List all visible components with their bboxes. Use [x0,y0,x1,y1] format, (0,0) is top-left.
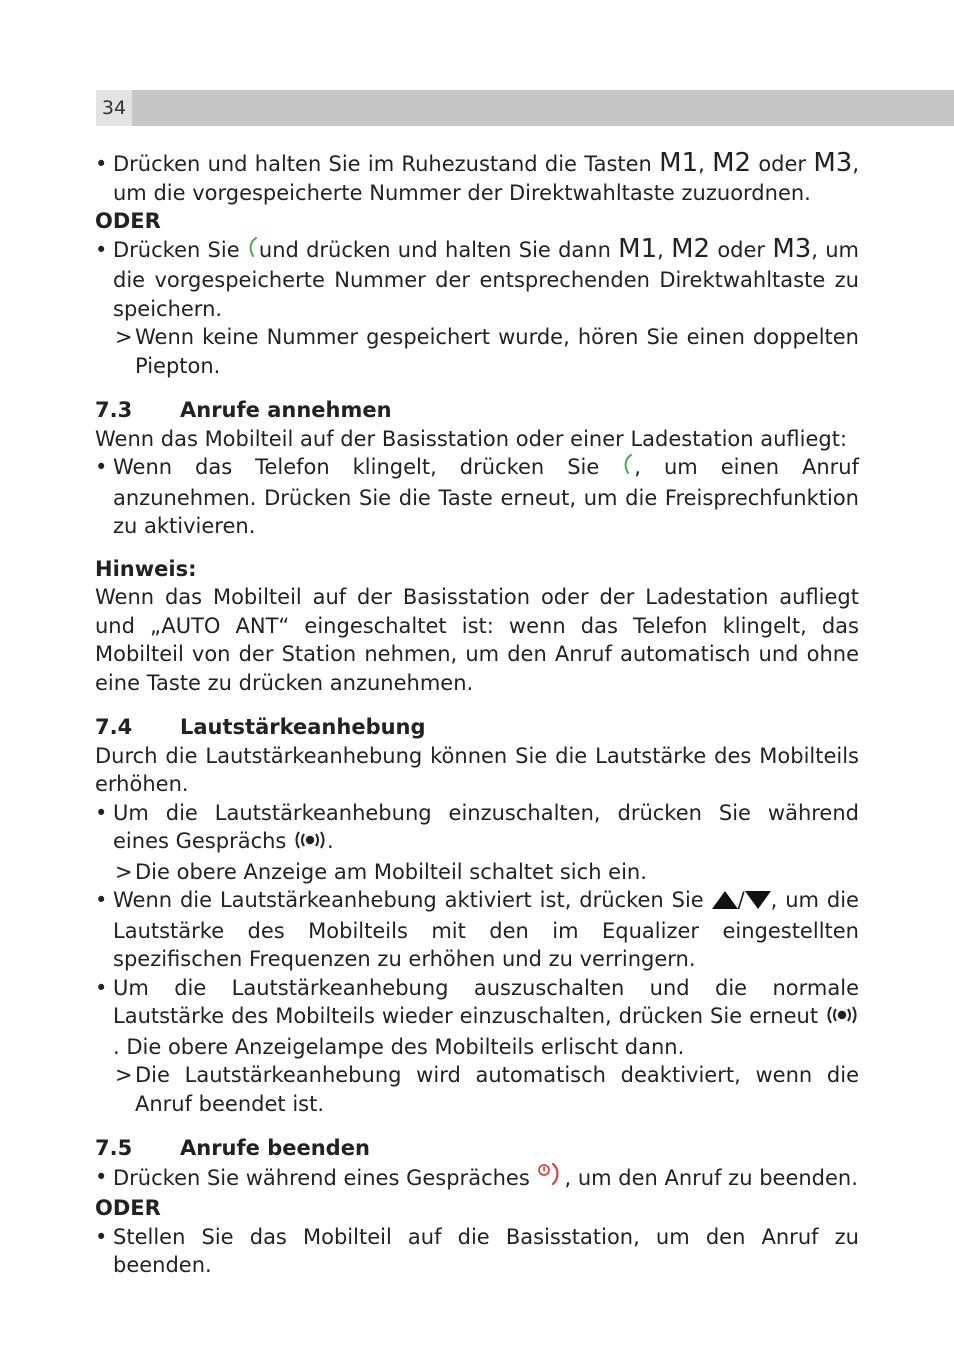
page-content [95,150,859,1280]
section-7-5-heading: 7.5 Anrufe beenden [95,1136,370,1160]
header-bar [96,90,954,126]
key-m1: M1 [659,148,699,178]
oder-label: ODER [95,1196,161,1220]
bullet-boost-off: • Um die Lautstärkeanhebung auszuschalten und die normale Lautstärke des Mobilteils wieder einzuschalten, drücken Sie erneut . Die obere Anzeigelampe des Mobilteils erlischt dann. [95,974,859,1062]
key-m1: M1 [618,233,658,264]
note-text: Wenn das Mobilteil auf der Basisstation oder der Ladestation aufliegt und „AUTO ANT“ eingeschaltet ist: wenn das Telefon klingelt, das Mobilteil von der Station nehmen, um den Anruf automatisch und ohne eine Taste zu drücken anzunehmen. [95,585,859,695]
result-indicator-on: > Die obere Anzeige am Mobilteil schaltet sich ein. [95,858,859,887]
section-7-3-intro: Wenn das Mobilteil auf der Basisstation oder einer Ladestation aufliegt: [95,426,848,451]
bullet-end-call: • Drücken Sie während eines Gespräches , um den Anruf zu beenden. [95,1163,859,1195]
page-number: 34 [96,90,132,126]
arrow-marker: > [115,325,133,349]
arrow-marker: > [115,859,133,884]
call-green-icon [622,454,634,484]
volume-boost-icon [825,1004,859,1033]
key-m2: M2 [671,233,711,264]
bullet-boost-adjust: • Wenn die Lautstärkeanhebung aktiviert ist, drücken Sie / , um die Lautstärke des Mobilteils mit den im Equalizer eingestellten spezifischen Frequenzen zu erhöhen und zu verringern. [95,886,859,974]
section-7-4-intro: Durch die Lautstärkeanhebung können Sie die Lautstärke des Mobilteils erhöhen. [95,743,859,796]
bullet-direct-dial-store: • Drücken Sie und drücken und halten Sie dann M1, M2 oder M3, um die vorgespeicherte Nummer der entsprechenden Direktwahltaste zu speichern. [95,236,859,324]
volume-boost-icon [293,829,327,858]
result-auto-deactivate: > Die Lautstärkeanhebung wird automatisch deaktiviert, wenn die Anruf beendet ist. [115,1063,859,1116]
section-7-3-heading: 7.3 Anrufe annehmen [95,398,392,422]
key-m2: M2 [712,148,752,178]
bullet-boost-on: • Um die Lautstärkeanhebung einzuschalten, drücken Sie während eines Gesprächs . [95,799,859,858]
end-call-red-icon [536,1163,564,1195]
arrow-marker: > [115,1063,133,1087]
bullet-direct-dial-assign: • Drücken und halten Sie im Ruhezustand die Tasten M1, M2 oder M3, um die vorgespeicherte Nummer der Direktwahltaste zuzuordnen. [95,150,859,207]
note-label: Hinweis: [95,556,197,581]
arrow-up-icon [712,888,738,917]
call-green-icon [247,237,259,267]
result-no-number: > Wenn keine Nummer gespeichert wurde, hören Sie einen doppelten Piepton. [115,325,859,378]
oder-label: ODER [95,209,161,233]
bullet-answer-call: • Wenn das Telefon klingelt, drücken Sie , um einen Anruf anzunehmen. Drücken Sie die Taste erneut, um die Freisprechfunktion zu aktivieren. [95,453,859,541]
bullet-place-on-base: • Stellen Sie das Mobilteil auf die Basisstation, um den Anruf zu beenden. [95,1223,859,1280]
section-7-4-heading: 7.4 Lautstärkeanhebung [95,715,426,739]
key-m3: M3 [772,233,812,264]
arrow-down-icon [745,888,771,917]
key-m3: M3 [813,148,853,178]
